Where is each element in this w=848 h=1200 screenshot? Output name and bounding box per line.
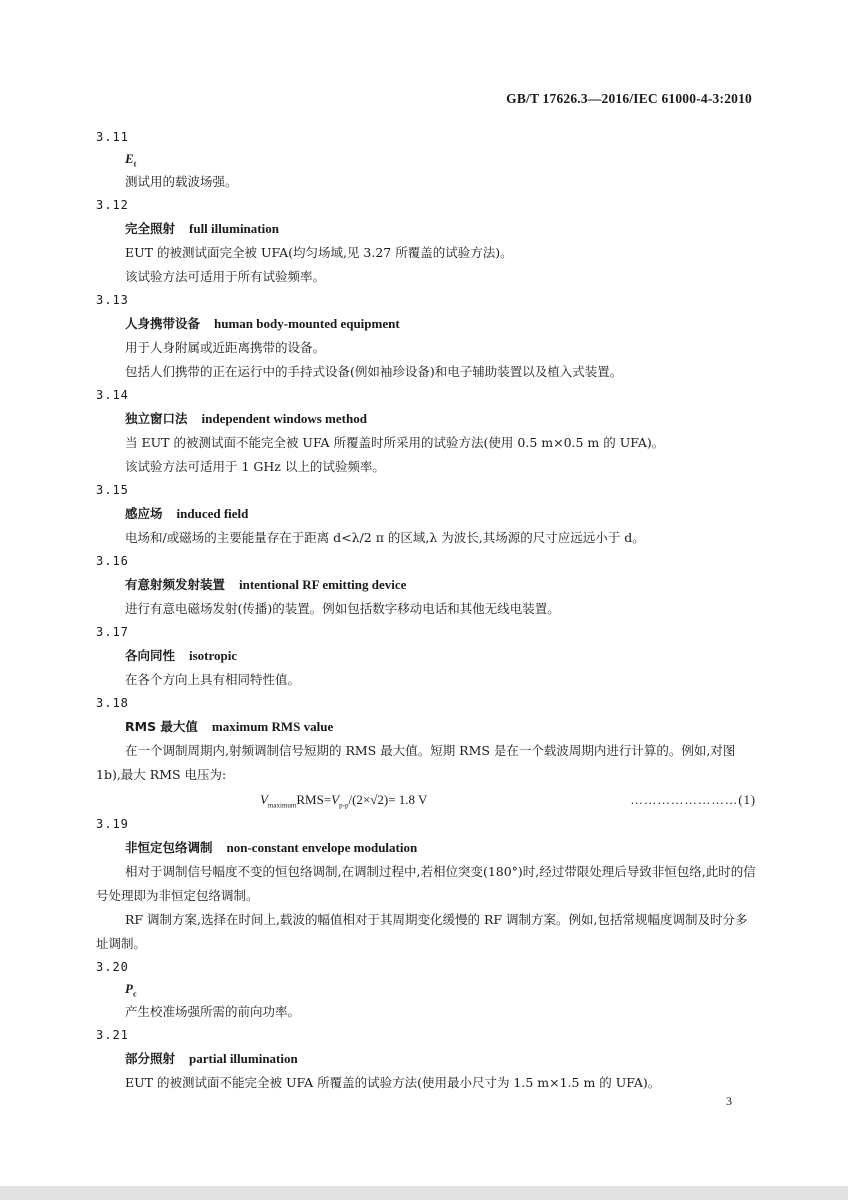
equation-number: ……………………(1) [630, 793, 756, 807]
term-chinese: 人身携带设备 [125, 316, 201, 331]
definition-text: 电场和/或磁场的主要能量存在于距离 d<λ/2 π 的区域,λ 为波长,其场源的尺寸应远远小于 d。 [125, 530, 645, 545]
equation-part: RMS [296, 792, 324, 807]
equation-part: V [331, 792, 340, 807]
equation-part: V [260, 792, 268, 807]
definition-text: EUT 的被测试面完全被 UFA(均匀场域,见 3.27 所覆盖的试验方法)。 [125, 245, 513, 260]
equation-part: = [323, 792, 332, 807]
standard-header: GB/T 17626.3—2016/IEC 61000-4-3:2010 [506, 91, 752, 106]
term-heading [125, 714, 756, 739]
symbol-subscript: c [132, 989, 137, 999]
clause-number: 3.13 [96, 293, 129, 307]
term-chinese: 非恒定包络调制 [125, 840, 213, 855]
term-chinese: 部分照射 [125, 1051, 176, 1066]
definition-entry [96, 813, 756, 956]
definition-text: 包括人们携带的正在运行中的手持式设备(例如袖珍设备)和电子辅助装置以及植入式装置。 [125, 364, 623, 379]
term-english: independent windows method [201, 411, 367, 426]
term-english: human body-mounted equipment [214, 316, 400, 331]
term-heading [125, 501, 756, 526]
term-symbol [125, 978, 756, 1000]
definition-text: 测试用的载波场强。 [125, 174, 238, 189]
term-english: full illumination [189, 221, 279, 236]
document-body [96, 126, 756, 1095]
clause-number: 3.11 [96, 130, 129, 144]
definition-entry [96, 194, 756, 289]
clause-number: 3.20 [96, 960, 129, 974]
clause-number: 3.16 [96, 554, 129, 568]
clause-number: 3.21 [96, 1028, 129, 1042]
definition-text: RF 调制方案,选择在时间上,载波的幅值相对于其周期变化缓慢的 RF 调制方案。例如,包括常规幅度调制及时分多址调制。 [96, 912, 748, 951]
equation [96, 787, 756, 813]
definition-text: 进行有意电磁场发射(传播)的装置。例如包括数字移动电话和其他无线电装置。 [125, 601, 560, 616]
term-english: partial illumination [189, 1051, 298, 1066]
equation-part: /(2×√2)= 1.8 V [348, 792, 428, 807]
definition-text: 当 EUT 的被测试面不能完全被 UFA 所覆盖时所采用的试验方法(使用 0.5 m×0.5 m 的 UFA)。 [125, 435, 665, 450]
equation-part: p-p [339, 801, 349, 810]
definition-entry [96, 550, 756, 621]
definition-entry [96, 621, 756, 692]
definition-entry [96, 289, 756, 384]
clause-number: 3.17 [96, 625, 129, 639]
clause-number: 3.12 [96, 198, 129, 212]
clause-number: 3.14 [96, 388, 129, 402]
term-heading [125, 406, 756, 431]
term-chinese: 各向同性 [125, 648, 176, 663]
clause-number: 3.18 [96, 696, 129, 710]
term-english: isotropic [189, 648, 238, 663]
term-english: maximum RMS value [211, 719, 334, 734]
definition-entry [96, 692, 756, 813]
page-bottom-band [0, 1186, 848, 1200]
definition-entry [96, 479, 756, 550]
term-chinese: 有意射频发射装置 [125, 577, 226, 592]
term-heading [125, 311, 756, 336]
term-english: intentional RF emitting device [239, 577, 407, 592]
term-chinese: RMS 最大值 [125, 719, 198, 734]
definition-text: EUT 的被测试面不能完全被 UFA 所覆盖的试验方法(使用最小尺寸为 1.5 m×1.5 m 的 UFA)。 [125, 1075, 661, 1090]
term-english: induced field [176, 506, 249, 521]
definition-text: 相对于调制信号幅度不变的恒包络调制,在调制过程中,若相位突变(180°)时,经过带限处理后导致非恒包络,此时的信号处理即为非恒定包络调制。 [96, 864, 756, 903]
definition-entry [96, 384, 756, 479]
term-heading [125, 835, 756, 860]
term-symbol [125, 148, 756, 170]
clause-number: 3.15 [96, 483, 129, 497]
term-chinese: 完全照射 [125, 221, 176, 236]
equation-expression [260, 787, 427, 819]
definition-entry [96, 126, 756, 194]
definition-entry [96, 956, 756, 1024]
definition-entry [96, 1024, 756, 1095]
term-heading [125, 643, 756, 668]
symbol-letter: P [125, 981, 133, 996]
term-heading [125, 572, 756, 597]
symbol-subscript: t [133, 159, 137, 169]
term-chinese: 感应场 [125, 506, 163, 521]
definition-text: 产生校准场强所需的前向功率。 [125, 1004, 301, 1019]
page-number: 3 [726, 1094, 732, 1108]
term-chinese: 独立窗口法 [125, 411, 188, 426]
term-heading [125, 216, 756, 241]
definition-text: 用于人身附属或近距离携带的设备。 [125, 340, 326, 355]
definition-text: 该试验方法可适用于 1 GHz 以上的试验频率。 [125, 459, 385, 474]
term-english: non-constant envelope modulation [226, 840, 418, 855]
clause-number: 3.19 [96, 817, 129, 831]
term-heading [125, 1046, 756, 1071]
equation-part: maximum [267, 801, 297, 810]
symbol-letter: E [125, 151, 134, 166]
definition-text: 在一个调制周期内,射频调制信号短期的 RMS 最大值。短期 RMS 是在一个载波周期内进行计算的。例如,对图 1b),最大 RMS 电压为: [96, 743, 736, 782]
definition-text: 该试验方法可适用于所有试验频率。 [125, 269, 326, 284]
definition-text: 在各个方向上具有相同特性值。 [125, 672, 301, 687]
